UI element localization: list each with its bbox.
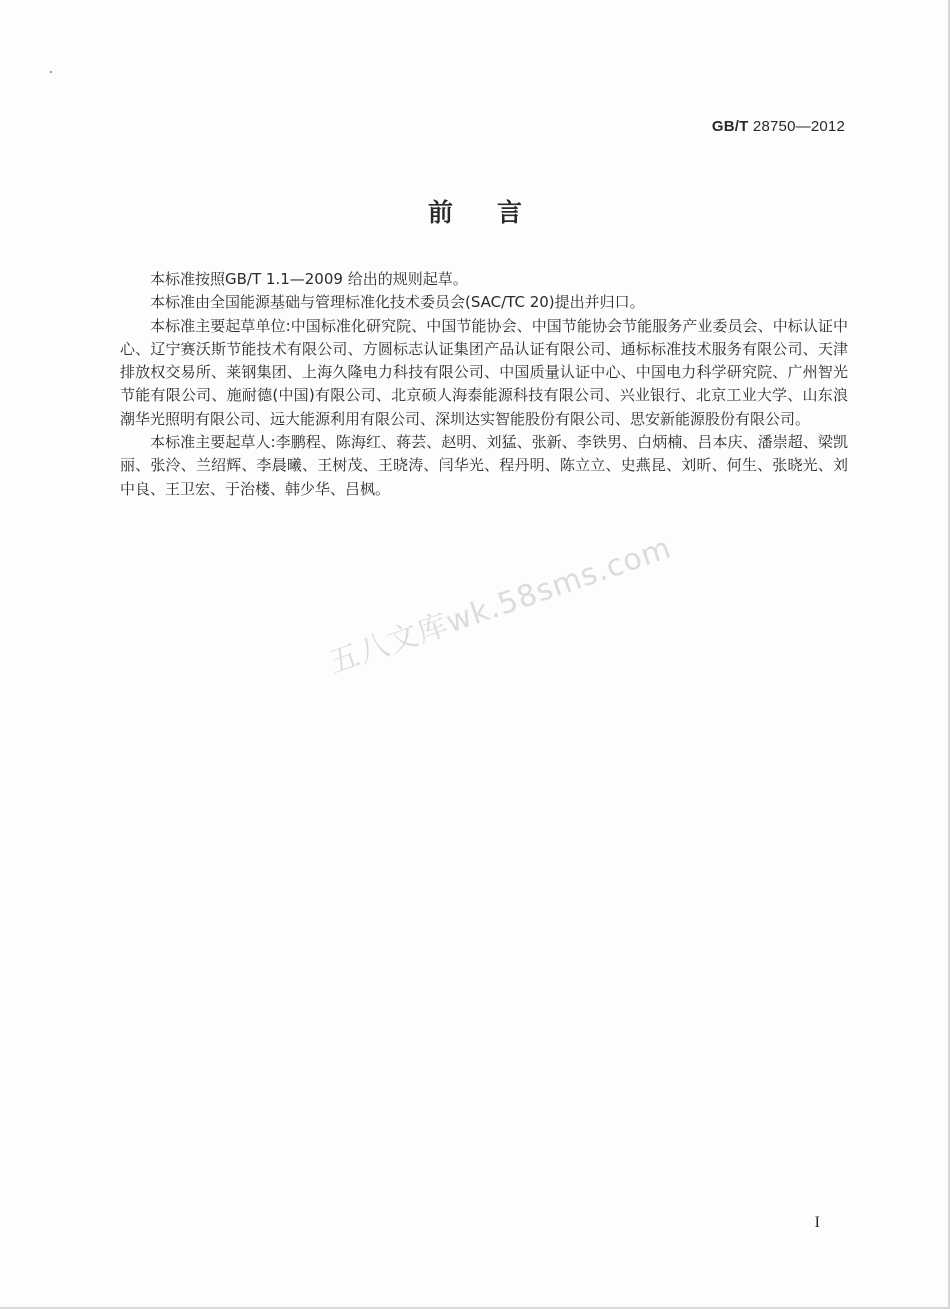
paragraph-drafters: 本标准主要起草人:李鹏程、陈海红、蒋芸、赵明、刘猛、张新、李铁男、白炳楠、吕本庆、潘崇超、梁凯丽、张泠、兰绍辉、李晨曦、王树茂、王晓涛、闫华光、程丹明、陈立立、史燕昆、刘昕、何生、张晓光、刘中良、王卫宏、于治楼、韩少华、吕枫。 <box>120 433 848 498</box>
page-title: 前言 <box>427 198 566 227</box>
paragraph-proposer: 本标准由全国能源基础与管理标准化技术委员会(SAC/TC 20)提出并归口。 <box>150 293 645 312</box>
foreword-body <box>120 268 848 501</box>
standard-code <box>712 118 845 135</box>
page-number: I <box>814 1214 820 1231</box>
paragraph-drafting-units: 本标准主要起草单位:中国标准化研究院、中国节能协会、中国节能协会节能服务产业委员会、中标认证中心、辽宁赛沃斯节能技术有限公司、方圆标志认证集团产品认证有限公司、通标标准技术服务有限公司、天津排放权交易所、莱钢集团、上海久隆电力科技有限公司、中国质量认证中心、中国电力科学研究院、广州智光节能有限公司、施耐德(中国)有限公司、北京硕人海泰能源科技有限公司、兴业银行、北京工业大学、山东浪潮华光照明有限公司、远大能源利用有限公司、深圳达实智能股份有限公司、思安新能源股份有限公司。 <box>120 316 848 428</box>
scan-speck <box>50 71 52 73</box>
standard-prefix: GB/T <box>711 118 749 135</box>
paragraph-drafting-rules: 本标准按照GB/T 1.1—2009 给出的规则起草。 <box>150 270 468 288</box>
standard-number: 28750—2012 <box>752 118 845 135</box>
watermark: 五八文库wk.58sms.com <box>324 530 677 681</box>
